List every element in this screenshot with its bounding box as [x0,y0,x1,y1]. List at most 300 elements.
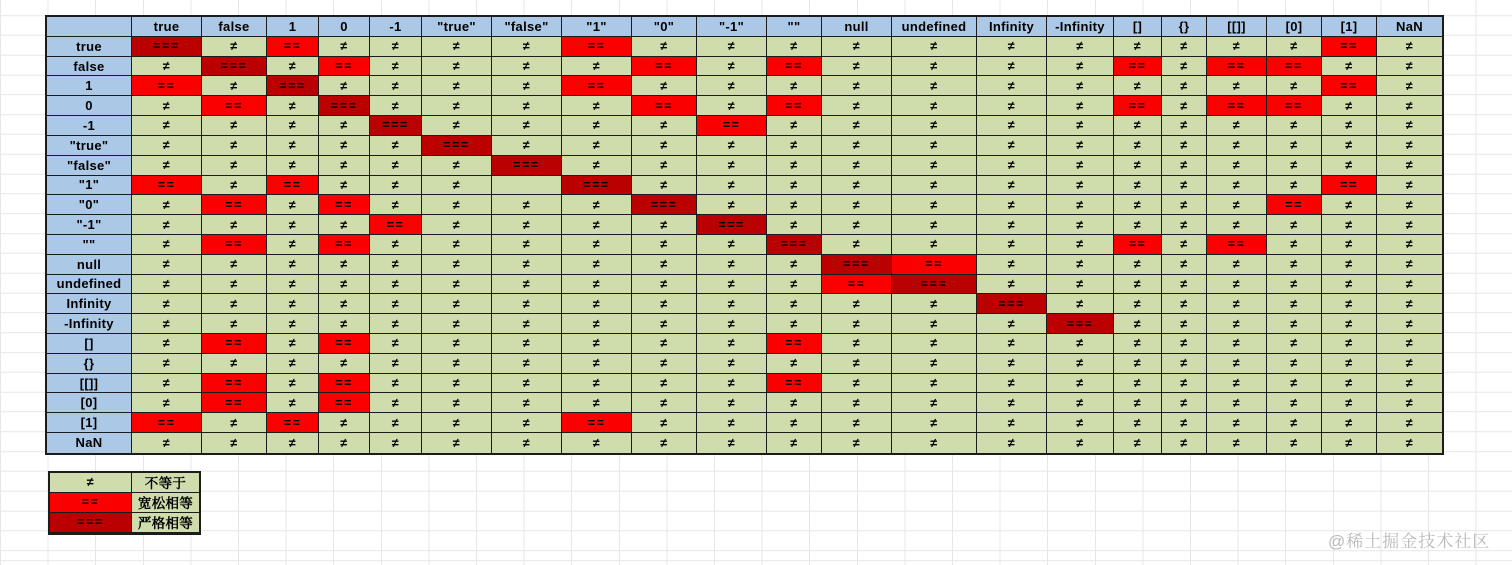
row-header: "" [47,235,132,255]
matrix-cell: ≠ [562,195,632,215]
matrix-cell: ≠ [767,314,822,334]
matrix-cell: == [1322,76,1377,96]
matrix-cell: == [1267,57,1322,77]
matrix-cell: ≠ [202,156,267,176]
matrix-cell: ≠ [1162,57,1207,77]
matrix-cell: ≠ [977,136,1047,156]
matrix-cell: ≠ [822,96,892,116]
matrix-cell: ≠ [492,433,562,453]
matrix-cell: ≠ [492,136,562,156]
matrix-cell: ≠ [1162,314,1207,334]
matrix-cell: == [267,176,319,196]
row-header: "0" [47,195,132,215]
matrix-cell: ≠ [1047,294,1114,314]
matrix-cell: ≠ [1207,136,1267,156]
matrix-cell: === [202,57,267,77]
matrix-cell: ≠ [370,57,422,77]
matrix-cell: ≠ [1114,374,1162,394]
matrix-cell: ≠ [977,37,1047,57]
matrix-cell: ≠ [562,374,632,394]
matrix-cell: ≠ [767,176,822,196]
matrix-cell: ≠ [697,176,767,196]
matrix-cell: ≠ [977,255,1047,275]
matrix-cell: ≠ [1162,294,1207,314]
matrix-cell: ≠ [1207,413,1267,433]
matrix-cell: ≠ [1047,413,1114,433]
matrix-cell: ≠ [632,255,697,275]
matrix-cell: ≠ [697,37,767,57]
matrix-cell: ≠ [370,334,422,354]
matrix-cell: == [632,96,697,116]
matrix-cell: ≠ [370,37,422,57]
matrix-cell: ≠ [1377,354,1442,374]
legend-label: 不等于 [132,473,199,493]
matrix-cell: ≠ [1047,215,1114,235]
matrix-cell: == [767,57,822,77]
row-header: [] [47,334,132,354]
matrix-cell: ≠ [1377,275,1442,295]
row-header: "true" [47,136,132,156]
table-row [47,294,1442,314]
matrix-cell: ≠ [1267,354,1322,374]
matrix-cell: ≠ [822,314,892,334]
table-row [47,136,1442,156]
matrix-cell: ≠ [1207,354,1267,374]
matrix-cell: == [697,116,767,136]
matrix-cell: ≠ [1114,116,1162,136]
matrix-cell: ≠ [1377,176,1442,196]
matrix-cell: ≠ [1377,116,1442,136]
matrix-cell: ≠ [202,215,267,235]
matrix-cell: ≠ [267,334,319,354]
matrix-cell: === [132,37,202,57]
matrix-cell: == [319,235,370,255]
matrix-cell: ≠ [1267,176,1322,196]
matrix-cell: ≠ [492,255,562,275]
matrix-cell: === [977,294,1047,314]
matrix-cell: ≠ [892,235,977,255]
matrix-cell: ≠ [767,116,822,136]
matrix-cell: ≠ [562,354,632,374]
matrix-cell: == [319,334,370,354]
matrix-cell: == [202,334,267,354]
matrix-cell: ≠ [202,413,267,433]
matrix-cell: ≠ [370,413,422,433]
legend-row [50,473,199,493]
matrix-cell: ≠ [822,57,892,77]
matrix-cell: ≠ [1322,413,1377,433]
matrix-cell: == [1114,96,1162,116]
matrix-cell: ≠ [422,275,492,295]
matrix-cell: ≠ [892,37,977,57]
matrix-cell: ≠ [1377,76,1442,96]
matrix-cell: ≠ [132,374,202,394]
matrix-cell: ≠ [1207,156,1267,176]
matrix-cell: ≠ [1322,235,1377,255]
matrix-cell: ≠ [1114,136,1162,156]
matrix-cell: ≠ [202,294,267,314]
matrix-cell: ≠ [319,215,370,235]
matrix-cell: == [132,176,202,196]
matrix-cell: ≠ [202,136,267,156]
matrix-cell: ≠ [632,354,697,374]
matrix-cell: ≠ [1162,354,1207,374]
row-header: -1 [47,116,132,136]
matrix-cell: == [319,57,370,77]
matrix-cell: ≠ [1114,393,1162,413]
row-header: "1" [47,176,132,196]
matrix-cell: ≠ [697,334,767,354]
matrix-cell: ≠ [1162,255,1207,275]
matrix-cell: ≠ [1322,116,1377,136]
matrix-cell: ≠ [319,433,370,453]
matrix-cell: ≠ [422,235,492,255]
matrix-cell: == [1114,235,1162,255]
column-header: -Infinity [1047,17,1114,37]
row-header: undefined [47,275,132,295]
matrix-cell: ≠ [892,215,977,235]
matrix-cell: ≠ [977,275,1047,295]
matrix-cell: ≠ [1207,215,1267,235]
matrix-cell: ≠ [1114,156,1162,176]
matrix-cell: ≠ [132,314,202,334]
matrix-cell: ≠ [892,76,977,96]
matrix-cell: ≠ [1207,76,1267,96]
matrix-cell: ≠ [267,57,319,77]
matrix-cell: ≠ [632,393,697,413]
matrix-cell: ≠ [767,413,822,433]
matrix-cell: ≠ [977,57,1047,77]
matrix-cell: ≠ [1114,195,1162,215]
matrix-cell: ≠ [1114,275,1162,295]
table-row [47,215,1442,235]
matrix-cell: ≠ [492,294,562,314]
matrix-cell: ≠ [767,156,822,176]
matrix-cell: ≠ [422,294,492,314]
matrix-cell: ≠ [822,235,892,255]
matrix-cell: ≠ [319,255,370,275]
matrix-cell: ≠ [1114,334,1162,354]
matrix-cell: ≠ [492,235,562,255]
matrix-cell: ≠ [1047,393,1114,413]
matrix-cell: === [767,235,822,255]
matrix-cell: ≠ [1162,37,1207,57]
matrix-cell: ≠ [1322,96,1377,116]
legend-row [50,493,199,513]
table-row [47,57,1442,77]
matrix-cell: ≠ [132,334,202,354]
matrix-cell: ≠ [202,176,267,196]
matrix-cell: ≠ [1267,275,1322,295]
matrix-cell: ≠ [319,413,370,433]
matrix-cell: ≠ [422,413,492,433]
matrix-cell: == [267,37,319,57]
matrix-cell: ≠ [1267,413,1322,433]
matrix-cell: ≠ [892,57,977,77]
matrix-cell: ≠ [562,156,632,176]
matrix-cell: === [422,136,492,156]
matrix-cell: == [132,76,202,96]
matrix-cell: ≠ [767,393,822,413]
matrix-cell: ≠ [370,96,422,116]
row-header: Infinity [47,294,132,314]
column-header: {} [1162,17,1207,37]
matrix-cell: ≠ [422,334,492,354]
matrix-cell: ≠ [1207,176,1267,196]
matrix-cell: == [562,37,632,57]
column-header: false [202,17,267,37]
matrix-cell: ≠ [822,334,892,354]
matrix-cell: ≠ [977,374,1047,394]
matrix-cell: ≠ [1047,156,1114,176]
matrix-cell: == [319,393,370,413]
matrix-cell: ≠ [1207,393,1267,413]
matrix-cell: ≠ [892,374,977,394]
column-header: null [822,17,892,37]
matrix-cell: ≠ [1162,275,1207,295]
matrix-cell: ≠ [132,255,202,275]
matrix-cell: ≠ [697,433,767,453]
watermark: @稀土掘金技术社区 [1328,532,1491,551]
matrix-cell: ≠ [632,37,697,57]
matrix-cell: ≠ [422,354,492,374]
matrix-cell: ≠ [632,413,697,433]
matrix-cell: ≠ [562,294,632,314]
matrix-cell: ≠ [1322,393,1377,413]
matrix-cell: ≠ [132,393,202,413]
matrix-cell: ≠ [892,334,977,354]
matrix-cell: ≠ [1322,156,1377,176]
matrix-cell: === [632,195,697,215]
matrix-cell: === [267,76,319,96]
matrix-cell: ≠ [892,96,977,116]
matrix-cell: ≠ [697,136,767,156]
matrix-cell: == [202,235,267,255]
matrix-cell: ≠ [267,374,319,394]
matrix-cell: ≠ [632,156,697,176]
matrix-cell: ≠ [892,294,977,314]
matrix-cell: ≠ [697,235,767,255]
matrix-cell: ≠ [1047,136,1114,156]
legend-symbol-cell: === [50,513,132,533]
matrix-cell: ≠ [562,314,632,334]
matrix-cell: ≠ [697,275,767,295]
table-row [47,334,1442,354]
matrix-cell: ≠ [1162,116,1207,136]
table-row [47,354,1442,374]
table-row [47,433,1442,453]
matrix-cell: ≠ [1267,136,1322,156]
row-header: null [47,255,132,275]
matrix-cell: ≠ [132,235,202,255]
matrix-cell: ≠ [977,76,1047,96]
matrix-cell: ≠ [1047,116,1114,136]
row-header: "-1" [47,215,132,235]
matrix-cell: ≠ [1322,195,1377,215]
matrix-cell: ≠ [697,374,767,394]
matrix-cell: ≠ [1267,215,1322,235]
matrix-cell: == [562,413,632,433]
matrix-cell: ≠ [767,215,822,235]
matrix-cell: ≠ [267,354,319,374]
matrix-cell: ≠ [562,433,632,453]
matrix-cell: ≠ [1322,57,1377,77]
matrix-cell: ≠ [370,235,422,255]
matrix-cell: ≠ [422,215,492,235]
matrix-cell: ≠ [977,195,1047,215]
matrix-cell: ≠ [767,294,822,314]
matrix-cell: ≠ [1162,374,1207,394]
matrix-cell: == [132,413,202,433]
table-row [47,116,1442,136]
matrix-cell: ≠ [267,255,319,275]
matrix-cell: ≠ [492,334,562,354]
matrix-cell: ≠ [1162,136,1207,156]
matrix-cell: ≠ [492,76,562,96]
matrix-cell: ≠ [822,116,892,136]
matrix-cell: ≠ [1267,334,1322,354]
matrix-cell: ≠ [632,275,697,295]
matrix-cell: ≠ [697,413,767,433]
matrix-cell: ≠ [267,96,319,116]
matrix-cell: ≠ [697,57,767,77]
matrix-cell: ≠ [1322,255,1377,275]
matrix-cell: ≠ [1114,37,1162,57]
row-header: [[]] [47,374,132,394]
matrix-cell: ≠ [1322,374,1377,394]
matrix-cell: == [562,76,632,96]
matrix-cell: == [1207,96,1267,116]
matrix-cell: ≠ [492,57,562,77]
column-header: "0" [632,17,697,37]
matrix-cell: ≠ [319,116,370,136]
matrix-cell: ≠ [492,413,562,433]
matrix-cell: == [1207,235,1267,255]
matrix-cell: ≠ [767,76,822,96]
matrix-cell: ≠ [977,433,1047,453]
matrix-cell: ≠ [1377,314,1442,334]
matrix-cell: ≠ [977,156,1047,176]
matrix-cell: ≠ [370,76,422,96]
matrix-cell: ≠ [1377,37,1442,57]
matrix-cell: ≠ [132,96,202,116]
matrix-cell: ≠ [697,96,767,116]
matrix-cell: ≠ [1047,255,1114,275]
matrix-cell: === [319,96,370,116]
matrix-cell [492,176,562,196]
matrix-cell: ≠ [1377,96,1442,116]
matrix-cell: ≠ [1322,433,1377,453]
matrix-cell: ≠ [492,393,562,413]
corner-cell [47,17,132,37]
matrix-cell: ≠ [319,176,370,196]
matrix-cell: ≠ [422,57,492,77]
matrix-cell: ≠ [1162,215,1207,235]
matrix-cell: ≠ [562,96,632,116]
header-row [47,17,1442,37]
matrix-cell: ≠ [422,374,492,394]
matrix-cell: ≠ [267,294,319,314]
matrix-cell: ≠ [562,57,632,77]
column-header: "1" [562,17,632,37]
matrix-cell: ≠ [632,334,697,354]
matrix-cell: ≠ [370,433,422,453]
matrix-cell: ≠ [977,176,1047,196]
matrix-cell: ≠ [977,334,1047,354]
matrix-cell: ≠ [1322,354,1377,374]
matrix-cell: ≠ [822,37,892,57]
table-row [47,393,1442,413]
column-header: [[]] [1207,17,1267,37]
matrix-cell: ≠ [319,76,370,96]
matrix-cell: ≠ [562,235,632,255]
matrix-cell: ≠ [697,195,767,215]
matrix-cell: ≠ [1377,433,1442,453]
matrix-cell: ≠ [202,314,267,334]
matrix-cell: ≠ [1377,374,1442,394]
matrix-cell: ≠ [1267,433,1322,453]
table-row [47,96,1442,116]
matrix-cell: ≠ [697,255,767,275]
matrix-cell: ≠ [492,314,562,334]
matrix-cell: ≠ [1322,136,1377,156]
matrix-cell: ≠ [632,136,697,156]
matrix-cell: ≠ [767,195,822,215]
column-header: undefined [892,17,977,37]
matrix-cell: ≠ [822,294,892,314]
matrix-cell: ≠ [370,354,422,374]
matrix-cell: ≠ [267,235,319,255]
matrix-cell: ≠ [267,195,319,215]
matrix-cell: == [202,195,267,215]
legend-row [50,513,199,533]
matrix-cell: ≠ [319,156,370,176]
legend-symbol-cell: ≠ [50,473,132,493]
matrix-cell: ≠ [1207,275,1267,295]
row-header: 0 [47,96,132,116]
matrix-cell: ≠ [1377,393,1442,413]
matrix-cell: === [822,255,892,275]
matrix-cell: ≠ [1114,433,1162,453]
matrix-cell: ≠ [422,176,492,196]
matrix-cell: ≠ [977,235,1047,255]
matrix-cell: == [1207,57,1267,77]
matrix-cell: ≠ [697,393,767,413]
matrix-cell: === [697,215,767,235]
table-row [47,255,1442,275]
matrix-cell: ≠ [822,413,892,433]
matrix-cell: ≠ [422,393,492,413]
matrix-cell: ≠ [822,374,892,394]
matrix-cell: ≠ [492,275,562,295]
matrix-cell: == [202,374,267,394]
matrix-cell: ≠ [267,116,319,136]
matrix-cell: ≠ [1267,314,1322,334]
matrix-cell: ≠ [977,413,1047,433]
matrix-cell: ≠ [1162,413,1207,433]
matrix-cell: ≠ [1377,235,1442,255]
matrix-cell: ≠ [1207,116,1267,136]
matrix-cell: ≠ [267,156,319,176]
matrix-cell: ≠ [422,255,492,275]
matrix-cell: ≠ [319,37,370,57]
matrix-cell: ≠ [822,433,892,453]
matrix-cell: ≠ [822,136,892,156]
matrix-cell: ≠ [1267,393,1322,413]
matrix-cell: ≠ [1162,96,1207,116]
matrix-cell: ≠ [1377,334,1442,354]
matrix-cell: ≠ [562,334,632,354]
